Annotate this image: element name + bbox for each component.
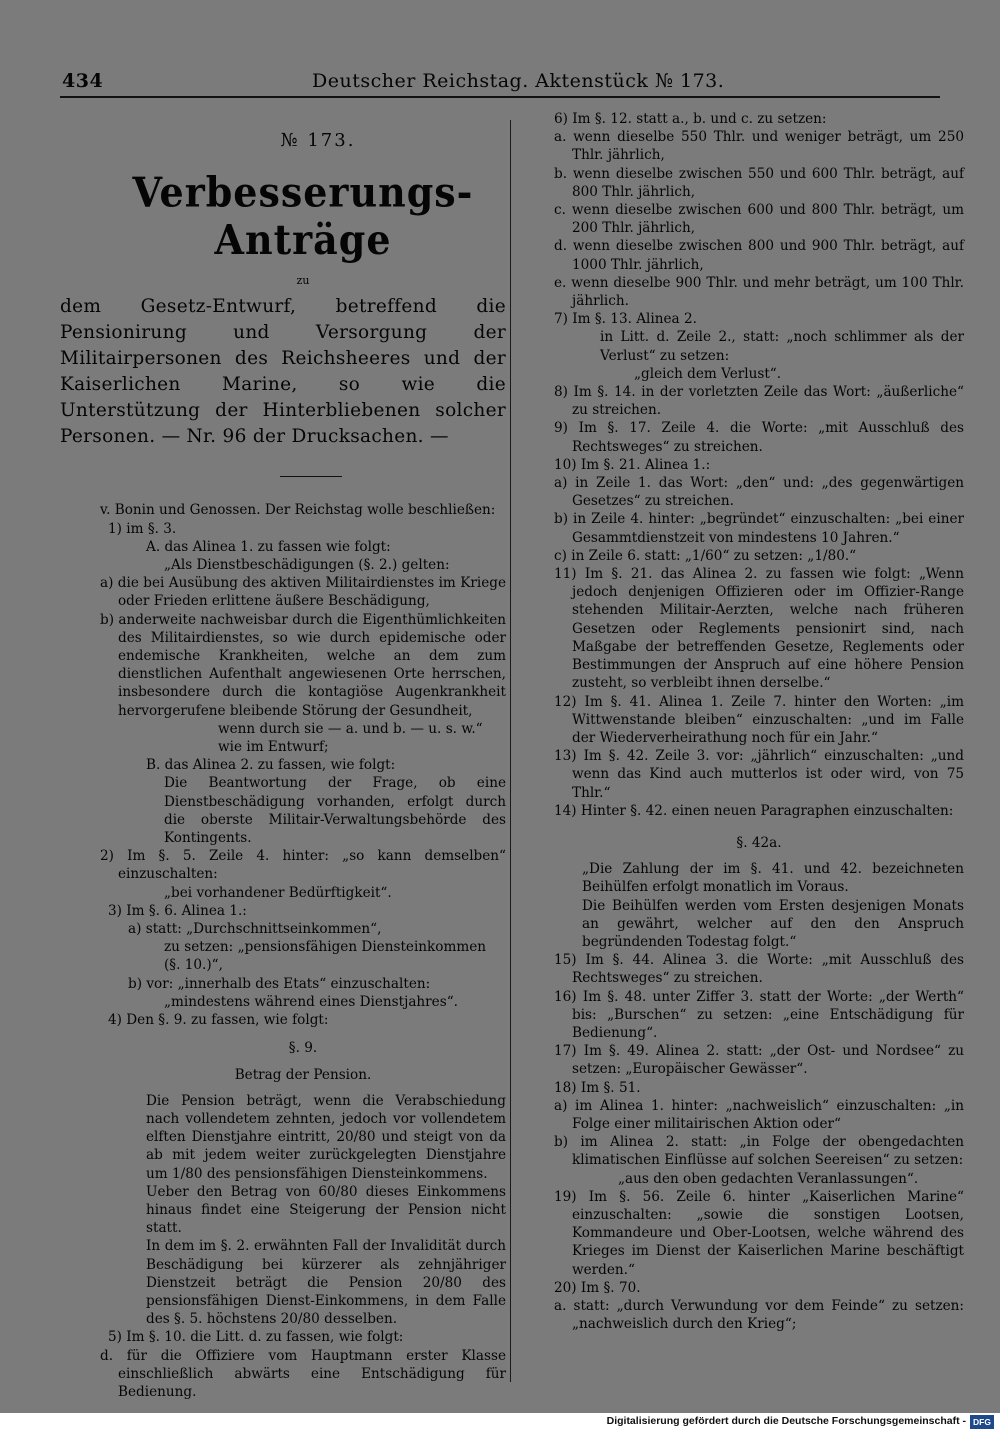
text-line: d. für die Offiziere vom Hauptmann erster Klasse einschließlich abwärts eine Entschädigung für Bedienung. bbox=[100, 1347, 506, 1400]
text-line: a) in Zeile 1. das Wort: „den“ und: „des gegenwärtigen Gesetzes“ zu streichen. bbox=[554, 475, 964, 510]
text-line: „Als Dienstbeschädigungen (§. 2.) gelten: bbox=[164, 557, 450, 574]
text-line: 14) Hinter §. 42. einen neuen Paragraphen einzuschalten: bbox=[554, 802, 954, 819]
text-line: In dem im §. 2. erwähnten Fall der Invalidität durch Beschädigung bei kürzerer als zehnjähriger Dienstzeit beträgt die Pension 20/80 des pensionsfähigen Dienst-Einkommens, in dem Falle des §. 5. höchstens 20/80 desselben. bbox=[146, 1238, 506, 1328]
document-subtitle: dem Gesetz-Entwurf, betreffend die Pensionirung und Versorgung der Militairpersonen des Reichsheeres und der Kaiserlichen Marine, so wie die Unterstützung der Hinterbliebenen solcher Personen. — Nr. 96 der Drucksachen. — bbox=[60, 296, 506, 448]
text-line: 2) Im §. 5. Zeile 4. hinter: „so kann demselben“ einzuschalten: bbox=[100, 848, 506, 883]
document-title: Verbesserungs-Anträge bbox=[132, 167, 474, 264]
text-line: 15) Im §. 44. Alinea 3. die Worte: „mit Ausschluß des Rechtsweges“ zu streichen. bbox=[554, 952, 964, 987]
text-line: a) die bei Ausübung des aktiven Militairdienstes im Kriege oder Frieden erlittene äußere Beschädigung, bbox=[100, 575, 506, 610]
section-9-heading: §. 9. bbox=[288, 1040, 318, 1057]
text-line: 13) Im §. 42. Zeile 3. vor: „jährlich“ einzuschalten: „und wenn das Kind auch mutterlos ist oder wird, von 75 Thlr.“ bbox=[554, 748, 964, 801]
right-column bbox=[554, 110, 964, 1333]
text-line: a. wenn dieselbe 550 Thlr. und weniger beträgt, um 250 Thlr. jährlich, bbox=[554, 129, 964, 164]
text-line: 20) Im §. 70. bbox=[554, 1279, 641, 1296]
text-line: Die Pension beträgt, wenn die Verabschiedung nach vollendetem zehnten, jedoch vor vollendetem elften Dienstjahre eintritt, 20/80 und steigt von da ab mit jedem weiter zurückgelegten Dienstjahre um 1/80 des pensionsfähigen Diensteinkommens. bbox=[146, 1092, 506, 1182]
text-line: 1) im §. 3. bbox=[108, 520, 177, 537]
digitization-footer bbox=[0, 1413, 1000, 1432]
text-line: „aus den oben gedachten Veranlassungen“. bbox=[618, 1170, 919, 1187]
text-line: B. das Alinea 2. zu fassen, wie folgt: bbox=[146, 757, 396, 774]
text-line: 4) Den §. 9. zu fassen, wie folgt: bbox=[108, 1012, 329, 1029]
text-line: a) im Alinea 1. hinter: „nachweislich“ einzuschalten: „in Folge einer militairischen Aktion oder“ bbox=[554, 1097, 964, 1132]
title-connector: zu bbox=[296, 274, 310, 288]
page-number: 434 bbox=[62, 70, 104, 92]
text-line: Die Beantwortung der Frage, ob eine Dienstbeschädigung vorhanden, erfolgt durch die oberste Militair-Verwaltungsbehörde des Kontingents. bbox=[164, 775, 506, 847]
right-amendments-continued bbox=[554, 860, 964, 1333]
text-line: 18) Im §. 51. bbox=[554, 1079, 641, 1096]
text-line: b) im Alinea 2. statt: „in Folge der obengedachten klimatischen Einflüsse auf solchen Seereisen“ zu setzen: bbox=[554, 1134, 964, 1169]
text-line: c) in Zeile 6. statt: „1/60“ zu setzen: „1/80.“ bbox=[554, 547, 857, 564]
text-line: wie im Entwurf; bbox=[218, 739, 329, 756]
column-separator bbox=[510, 120, 511, 1382]
text-line: 5) Im §. 10. die Litt. d. zu fassen, wie folgt: bbox=[108, 1329, 404, 1346]
text-line: b. wenn dieselbe zwischen 550 und 600 Thlr. beträgt, auf 800 Thlr. jährlich, bbox=[554, 165, 964, 200]
section-9-text bbox=[100, 1092, 506, 1401]
text-line: b) vor: „innerhalb des Etats“ einzuschalten: bbox=[128, 975, 431, 992]
running-header bbox=[62, 66, 940, 96]
text-line: b) in Zeile 4. hinter: „begründet“ einzuschalten: „bei einer Gesammtdienstzeit von mindestens 10 Jahren.“ bbox=[554, 511, 964, 546]
text-line: b) anderweite nachweisbar durch die Eigenthümlichkeiten des Militairdienstes, so wie durch epidemische oder endemische Krankheiten, welche an dem zum dienstlichen Aufenthalt angewiesenen Orte herrschen, insbesondere durch die kontagiöse Augenkrankheit hervorgerufene bleibende Störung der Gesundheit, bbox=[100, 611, 506, 719]
text-line: zu setzen: „pensionsfähigen Diensteinkommen (§. 10.)“, bbox=[164, 939, 487, 974]
text-line: e. wenn dieselbe 900 Thlr. und mehr beträgt, um 100 Thlr. jährlich. bbox=[554, 274, 964, 310]
text-line: 10) Im §. 21. Alinea 1.: bbox=[554, 456, 711, 473]
document-number: № 173. bbox=[280, 130, 356, 151]
text-line: „gleich dem Verlust“. bbox=[634, 365, 782, 382]
text-line: A. das Alinea 1. zu fassen wie folgt: bbox=[146, 538, 391, 555]
text-line: „bei vorhandener Bedürftigkeit“. bbox=[164, 884, 392, 901]
text-line: Ueber den Betrag von 60/80 dieses Einkommens hinaus findet eine Steigerung der Pension nicht statt. bbox=[146, 1183, 506, 1237]
text-line: a. statt: „durch Verwundung vor dem Feinde“ zu setzen: „nachweislich durch den Krieg“; bbox=[554, 1298, 964, 1333]
text-line: 17) Im §. 49. Alinea 2. statt: „der Ost- und Nordsee“ zu setzen: „Europäischer Gewässer“. bbox=[554, 1043, 964, 1078]
text-line: 3) Im §. 6. Alinea 1.: bbox=[108, 902, 247, 919]
section-42a-heading: §. 42a. bbox=[736, 834, 782, 851]
footer-credit: Digitalisierung gefördert durch die Deutsche Forschungsgemeinschaft - bbox=[606, 1415, 966, 1427]
text-line: „mindestens während eines Dienstjahres“. bbox=[164, 993, 458, 1010]
text-line: „Die Zahlung der im §. 41. und 42. bezeichneten Beihülfen erfolgt monatlich im Voraus. bbox=[582, 861, 964, 896]
running-title: Deutscher Reichstag. Aktenstück № 173. bbox=[312, 70, 725, 92]
left-column bbox=[60, 130, 506, 1401]
dfg-logo: DFG bbox=[970, 1415, 994, 1429]
text-line: 8) Im §. 14. in der vorletzten Zeile das Wort: „äußerliche“ zu streichen. bbox=[554, 384, 964, 419]
section-9-subtitle: Betrag der Pension. bbox=[234, 1066, 372, 1083]
text-line: wenn durch sie — a. und b. — u. s. w.“ bbox=[218, 720, 483, 737]
text-line: in Litt. d. Zeile 2., statt: „noch schlimmer als der Verlust“ zu setzen: bbox=[600, 329, 964, 364]
text-line: 16) Im §. 48. unter Ziffer 3. statt der Worte: „der Werth“ bis: „Burschen“ zu setzen: „eine Entschädigung für Bedienung“. bbox=[554, 988, 964, 1041]
text-line: a) statt: „Durchschnittseinkommen“, bbox=[128, 921, 382, 938]
text-line: 7) Im §. 13. Alinea 2. bbox=[554, 311, 697, 328]
text-line: 6) Im §. 12. statt a., b. und c. zu setzen: bbox=[554, 111, 827, 127]
title-rule bbox=[280, 476, 342, 477]
text-line: c. wenn dieselbe zwischen 600 und 800 Thlr. beträgt, um 200 Thlr. jährlich, bbox=[554, 202, 964, 237]
right-amendments bbox=[554, 110, 964, 820]
text-line: d. wenn dieselbe zwischen 800 und 900 Thlr. beträgt, auf 1000 Thlr. jährlich, bbox=[554, 238, 964, 273]
text-line: 12) Im §. 41. Alinea 1. Zeile 7. hinter den Worten: „im Wittwenstande bleiben“ einzuschalten: „und im Falle der Wiederverheirathung noch für ein Jahr.“ bbox=[554, 693, 964, 746]
left-amendments bbox=[100, 501, 506, 1029]
text-line: 11) Im §. 21. das Alinea 2. zu fassen wie folgt: „Wenn jedoch denjenigen Offizieren oder im Offizier-Range stehenden Militair-Aerzten, welche nach früheren Gesetzen oder Reglements pensionirt sind, nach Maßgabe der betreffenden Gesetze, Reglements oder Bestimmungen der Anspruch auf eine höhere Pension zusteht, so verbleibt ihnen derselbe.“ bbox=[554, 566, 964, 692]
text-line: v. Bonin und Genossen. Der Reichstag wolle beschließen: bbox=[100, 502, 496, 519]
text-line: Die Beihülfen werden vom Ersten desjenigen Monats an gewährt, welcher auf den den Anspruch begründenden Todestag folgt.“ bbox=[582, 897, 964, 950]
text-line: 19) Im §. 56. Zeile 6. hinter „Kaiserlichen Marine“ einzuschalten: „sowie die sonstigen Lootsen, Kommandeure und Ober-Lootsen, welche während des Krieges im Dienst der Kaiserlichen Marine beschäftigt werden.“ bbox=[554, 1188, 964, 1278]
header-rule bbox=[60, 96, 940, 98]
text-line: 9) Im §. 17. Zeile 4. die Worte: „mit Ausschluß des Rechtsweges“ zu streichen. bbox=[554, 420, 964, 455]
